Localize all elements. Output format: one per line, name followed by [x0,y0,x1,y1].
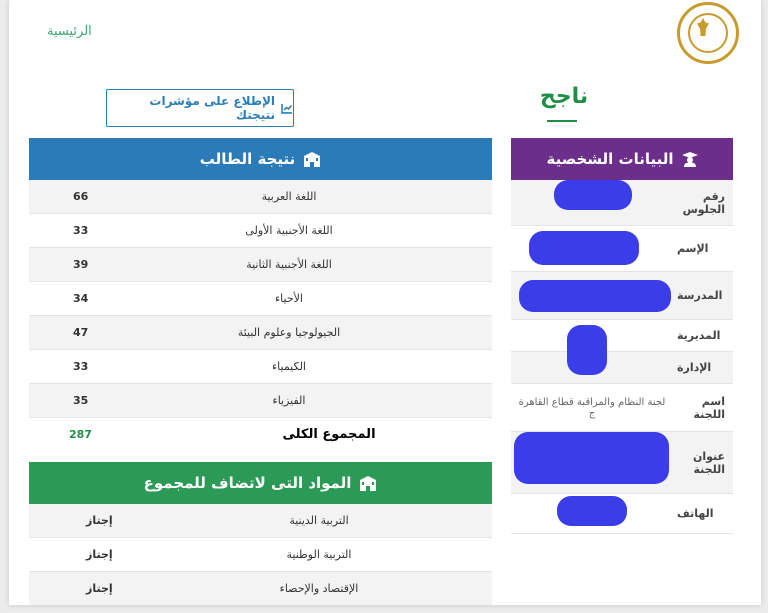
subject-name: اللغة العربية [261,190,317,203]
status-underline [547,120,577,122]
result-card [9,0,761,605]
table-row [29,316,492,350]
ministry-logo [677,2,739,64]
table-row [29,248,492,282]
results-table [29,180,492,452]
subject-name: التربية الدينية [289,514,349,527]
table-row [29,214,492,248]
subject-name: الكيمياء [271,360,306,373]
subject-status: إجتاز [86,582,113,595]
field-label: عنوان اللجنة [692,449,725,476]
subject-name: اللغة الأجنبية الثانية [246,258,332,271]
table-row [511,352,733,384]
subject-score: 66 [73,190,89,203]
subject-status: إجتاز [86,548,113,561]
table-row [29,350,492,384]
redaction-mark [567,325,607,375]
view-insights-button[interactable] [106,89,294,127]
redaction-mark [519,280,671,312]
extra-subjects-table [29,504,492,605]
table-row [511,384,733,432]
results-header [29,138,492,180]
subject-name: التربية الوطنية [286,548,352,561]
redaction-mark [557,496,627,526]
table-row [29,504,492,538]
extra-subjects-title: المواد التى لاتضاف للمجموع [143,474,352,492]
subject-name: الفيزياء [272,394,306,407]
table-row [29,572,492,605]
field-label: المديرية [677,329,721,342]
field-label: الإسم [677,242,709,255]
subject-status: إجتاز [86,514,113,527]
total-label: المجموع الكلى [282,427,376,442]
total-score: 287 [69,428,92,441]
chart-icon [281,103,293,114]
school-icon [359,476,377,491]
field-label: اسم اللجنة [693,394,725,421]
school-icon [303,152,321,167]
results-title: نتيجة الطالب [199,150,296,168]
student-icon [682,152,698,167]
redaction-mark [554,180,632,210]
home-link[interactable]: الرئيسية [47,24,92,39]
subject-name: اللغة الأجنبية الأولى [245,224,333,237]
total-row [29,418,492,452]
redaction-mark [514,432,669,484]
subject-name: الجيولوجيا وعلوم البيئة [237,326,341,339]
subject-score: 33 [73,360,89,373]
redaction-mark [529,231,639,265]
pass-status: ناجح [539,84,589,109]
view-insights-label: الإطلاع على مؤشرات نتيجتك [149,94,276,122]
subject-score: 34 [73,292,89,305]
personal-title: البيانات الشخصية [546,150,674,168]
table-row [29,538,492,572]
subject-score: 33 [73,224,89,237]
table-row [29,180,492,214]
subject-name: الأحياء [275,292,303,305]
subject-score: 35 [73,394,89,407]
table-row [29,282,492,316]
table-row [29,384,492,418]
field-label: رقم الجلوس [682,189,725,216]
personal-header [511,138,733,180]
subject-name: الإقتصاد والإحصاء [279,582,359,595]
field-label: المدرسة [677,289,723,302]
field-label: الهاتف [677,507,714,520]
field-value: لجنة النظام والمراقبة قطاع القاهرة ج [518,396,666,419]
logo-ring [688,13,728,53]
field-label: الإدارة [677,361,712,374]
table-row [511,320,733,352]
subject-score: 47 [73,326,89,339]
subject-score: 39 [73,258,89,271]
extra-subjects-header [29,462,492,504]
